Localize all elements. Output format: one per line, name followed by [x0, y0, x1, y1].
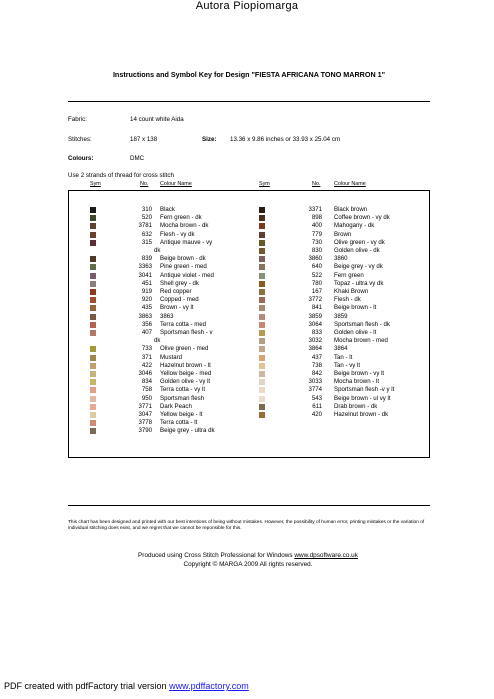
colour-name: Khaki Brown — [334, 288, 369, 295]
fabric-value: 14 count white Aida — [130, 116, 184, 123]
colour-row — [0, 222, 494, 230]
colour-name: 3864 — [334, 345, 348, 353]
colour-name: Beige grey - ultra dk — [160, 427, 215, 435]
colour-name: Flesh - vy dk — [160, 230, 195, 238]
colour-swatch — [259, 273, 265, 279]
dmc-number: 3363 — [138, 263, 152, 271]
colour-swatch — [259, 223, 265, 229]
pdf-creator-note — [4, 681, 249, 691]
pdf-note-text: PDF created with pdfFactory trial version — [4, 681, 167, 691]
colours-label: Colours: — [68, 155, 94, 162]
colour-swatch — [259, 305, 265, 311]
colour-swatch — [259, 404, 265, 410]
colour-swatch — [259, 412, 265, 418]
right-no-header: No. — [312, 181, 321, 187]
colour-swatch — [259, 396, 265, 402]
colour-swatch — [259, 322, 265, 328]
colour-name: Fern green — [334, 271, 364, 279]
colour-name: Black brown — [334, 206, 368, 213]
colour-name: Beige brown - vy lt — [334, 370, 385, 377]
colour-name: 3860 — [334, 255, 348, 263]
colour-swatch — [259, 355, 265, 361]
dmc-number: 830 — [311, 247, 322, 254]
colour-name: 3863 — [160, 312, 174, 320]
colour-row — [0, 288, 494, 296]
colour-row — [0, 304, 494, 312]
colour-name: Tan - vy lt — [334, 361, 361, 369]
dmc-number: 407 — [141, 329, 152, 336]
dmc-number: 780 — [311, 279, 322, 287]
stitches-label: Stitches: — [68, 136, 92, 143]
colour-name: Sportsman flesh - dk — [334, 320, 390, 328]
dmc-number: 640 — [311, 263, 322, 271]
colour-row — [0, 247, 494, 255]
colour-row — [0, 239, 494, 247]
right-sym-header: Sym — [259, 181, 270, 187]
colour-name: Beige brown - lt — [334, 304, 377, 312]
dmc-number: 451 — [141, 279, 152, 287]
size-label: Size: — [202, 136, 217, 143]
pdffactory-link[interactable]: www.pdffactory.com — [169, 681, 249, 691]
colour-swatch — [259, 289, 265, 295]
stitches-value: 187 x 138 — [130, 136, 158, 143]
footer — [68, 552, 428, 569]
colour-swatch — [259, 330, 265, 336]
colour-name: Dark Peach — [160, 402, 192, 410]
colour-swatch — [90, 428, 96, 434]
colour-name: Coffee brown - vy dk — [334, 214, 390, 222]
dmc-number: 3371 — [308, 206, 322, 213]
dmc-number: 3790 — [138, 427, 152, 435]
colour-name: Brown - vy lt — [160, 304, 194, 312]
dmc-number: 310 — [141, 206, 152, 213]
dmc-number: 3041 — [138, 271, 152, 279]
colour-row — [0, 419, 494, 427]
dmc-number: 779 — [311, 230, 322, 238]
document-heading: Instructions and Symbol Key for Design "FIESTA AFRICANA TONO MARRON 1" — [112, 70, 386, 79]
colour-row — [0, 231, 494, 239]
dmc-number: 839 — [141, 255, 152, 263]
colour-name: Sportsman flesh — [160, 394, 205, 402]
colour-row — [0, 427, 494, 435]
colour-swatch — [259, 387, 265, 393]
colour-name: Beige brown - ul vy lt — [334, 394, 391, 402]
colour-name: Olive green - vy dk — [334, 238, 385, 246]
colour-name-continued: dk — [154, 247, 161, 254]
left-name-header: Colour Name — [160, 181, 192, 187]
colour-swatch — [259, 371, 265, 377]
colour-row — [0, 362, 494, 370]
colour-row — [0, 272, 494, 280]
colour-name: Beige grey - vy dk — [334, 263, 383, 271]
colour-row — [0, 378, 494, 386]
colour-swatch — [259, 314, 265, 320]
dmc-number: 919 — [141, 288, 152, 295]
colour-name: Terra cotta - lt — [160, 419, 198, 427]
colour-name: Olive green - med — [160, 345, 209, 353]
dmc-number: 3781 — [138, 222, 152, 230]
colour-name: Yellow beige - med — [160, 370, 212, 377]
colour-row — [0, 296, 494, 304]
colour-name: Beige brown - dk — [160, 255, 206, 263]
colour-swatch — [259, 363, 265, 369]
colour-row — [0, 263, 494, 271]
dmc-number: 738 — [311, 361, 322, 369]
dmc-number: 3860 — [308, 255, 322, 263]
dmc-number: 3778 — [138, 419, 152, 427]
colour-swatch — [259, 215, 265, 221]
dpsoftware-link[interactable]: www.dpsoftware.co.uk — [294, 552, 358, 559]
copyright-text: Copyright © MARGA 2009 All rights reserved. — [183, 560, 313, 568]
dmc-number: 841 — [311, 304, 322, 312]
dmc-number: 758 — [141, 386, 152, 394]
colour-name: Topaz - ultra vy dk — [334, 279, 384, 287]
page-title: Autora Piopiomarga — [195, 0, 299, 12]
dmc-number: 920 — [141, 296, 152, 304]
colour-name: Red copper — [160, 288, 192, 295]
dmc-number: 3033 — [308, 378, 322, 386]
colour-name: Sportsman flesh - v — [160, 329, 213, 336]
dmc-number: 733 — [141, 345, 152, 353]
dmc-number: 167 — [311, 288, 322, 295]
colour-swatch — [259, 256, 265, 262]
dmc-number: 950 — [141, 394, 152, 402]
colour-row — [0, 321, 494, 329]
colour-name-continued: dk — [154, 337, 161, 345]
colour-name: Flesh - dk — [334, 296, 361, 304]
colour-swatch — [259, 207, 265, 213]
colour-name: Terra cotta - med — [160, 320, 207, 328]
colour-row — [0, 403, 494, 411]
colour-name: Hazelnut brown - dk — [334, 411, 389, 418]
colours-value: DMC — [130, 155, 145, 162]
colour-swatch — [259, 379, 265, 385]
colour-name: Golden olive - lt — [334, 329, 377, 336]
dmc-number: 632 — [141, 230, 152, 238]
colour-name: Brown — [334, 230, 352, 238]
colour-name: Pine green - med — [160, 263, 207, 271]
colour-name: Yellow beige - lt — [160, 411, 203, 418]
colour-row — [0, 395, 494, 403]
colour-name: Terra cotta - vy lt — [160, 386, 206, 394]
colour-swatch — [259, 297, 265, 303]
dmc-number: 522 — [311, 271, 322, 279]
colour-name: Hazelnut brown - lt — [160, 361, 211, 369]
colour-row — [0, 313, 494, 321]
dmc-number: 356 — [141, 320, 152, 328]
colour-name: Mahogany - dk — [334, 222, 375, 230]
dmc-number: 422 — [141, 361, 152, 369]
colour-swatch — [259, 338, 265, 344]
colour-row — [0, 206, 494, 214]
colour-name: Mocha brown - med — [334, 337, 388, 345]
colour-swatch — [259, 240, 265, 246]
dmc-number: 400 — [311, 222, 322, 230]
colour-row — [0, 411, 494, 419]
colour-name: Golden olive - dk — [334, 247, 380, 254]
dmc-number: 3864 — [308, 345, 322, 353]
colour-name: Copped - med — [160, 296, 199, 304]
colour-name: Antique mauve - vy — [160, 238, 213, 246]
colour-name: Antique violet - med — [160, 271, 214, 279]
dmc-number: 3046 — [138, 370, 152, 377]
bottom-divider — [68, 505, 430, 506]
colour-swatch — [259, 346, 265, 352]
dmc-number: 833 — [311, 329, 322, 336]
colour-row — [0, 255, 494, 263]
dmc-number: 435 — [141, 304, 152, 312]
right-name-header: Colour Name — [334, 181, 366, 187]
produced-by-text: Produced using Cross Stitch Professional for Windows — [138, 552, 293, 559]
colour-swatch — [259, 264, 265, 270]
colour-swatch — [259, 232, 265, 238]
colour-row — [0, 370, 494, 378]
size-value: 13.36 x 9.86 inches or 33.93 x 25.04 cm — [230, 136, 341, 143]
colour-name: Golden olive - vy lt — [160, 378, 211, 386]
colour-row — [0, 329, 494, 337]
colour-row — [0, 337, 494, 345]
strands-instruction: Use 2 strands of thread for cross stitch — [68, 172, 174, 179]
colour-swatch — [259, 248, 265, 254]
dmc-number: 520 — [141, 214, 152, 222]
left-sym-header: Sym — [90, 181, 101, 187]
dmc-number: 420 — [311, 411, 322, 418]
dmc-number: 611 — [312, 402, 322, 410]
dmc-number: 371 — [141, 353, 152, 361]
dmc-number: 543 — [311, 394, 322, 402]
colour-name: Mustard — [160, 353, 183, 361]
dmc-number: 3064 — [308, 320, 322, 328]
dmc-number: 834 — [141, 378, 152, 386]
dmc-number: 898 — [311, 214, 322, 222]
colour-row — [0, 386, 494, 394]
left-no-header: No. — [140, 181, 149, 187]
dmc-number: 315 — [141, 238, 152, 246]
colour-row — [0, 354, 494, 362]
colour-swatch — [259, 281, 265, 287]
dmc-number: 3771 — [138, 402, 152, 410]
colour-name: Mocha brown - dk — [160, 222, 209, 230]
colour-name: Drab brown - dk — [334, 402, 378, 410]
colour-name: Tan - lt — [334, 353, 353, 361]
colour-swatch — [90, 420, 96, 426]
colour-row — [0, 214, 494, 222]
colour-name: Black — [160, 206, 175, 213]
dmc-number: 842 — [311, 370, 322, 377]
colour-row — [0, 280, 494, 288]
dmc-number: 437 — [311, 353, 322, 361]
dmc-number: 3863 — [138, 312, 152, 320]
fabric-label: Fabric: — [68, 116, 87, 123]
top-divider — [68, 101, 430, 102]
colour-name: 3859 — [334, 312, 348, 320]
colour-name: Shell grey - dk — [160, 279, 199, 287]
colour-name: Mocha brown - lt — [334, 378, 380, 386]
dmc-number: 730 — [311, 238, 322, 246]
dmc-number: 3772 — [308, 296, 322, 304]
colour-name: Fern green - dk — [160, 214, 202, 222]
dmc-number: 3774 — [308, 386, 322, 394]
dmc-number: 3047 — [138, 411, 152, 418]
colour-row — [0, 345, 494, 353]
dmc-number: 3032 — [308, 337, 322, 345]
dmc-number: 3859 — [308, 312, 322, 320]
disclaimer-text: This chart has been designed and printed with our best intentions of being without mistakes. However, the possibility of human error, printing mistakes or the variation of individual stitching does exist, and we regret that we cannot be reponsible for this. — [68, 520, 425, 531]
colour-name: Sportsman flesh -v y lt — [334, 386, 395, 394]
